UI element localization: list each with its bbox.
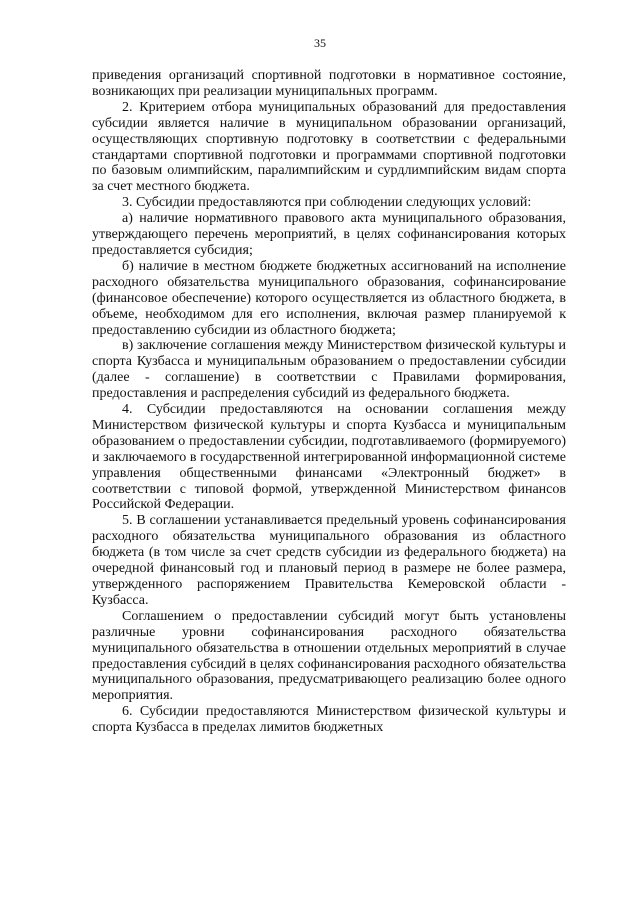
paragraph-item-3: 3. Субсидии предоставляются при соблюдении следующих условий: bbox=[122, 195, 532, 211]
paragraph-cofinancing-levels: Соглашением о предоставлении субсидий могут быть установлены различные уровни софинансирования расходного обязательства муниципального обязательства в отношении отдельных мероприятий в случае предоставления субсидий в целях софинансирования расходного обязательства муниципального образования, предусматривающего реализацию более одного мероприятия. bbox=[92, 608, 566, 704]
paragraph-continuation: приведения организаций спортивной подготовки в нормативное состояние, возникающих при реализации муниципальных программ. bbox=[92, 68, 566, 99]
paragraph-condition-b: б) наличие в местном бюджете бюджетных ассигнований на исполнение расходного обязательства муниципального образования, софинансирование (финансовое обеспечение) которого осуществляется из областного бюджета, в объеме, необходимом для его исполнения, включая размер планируемой к предоставлению субсидии из областного бюджета; bbox=[92, 258, 566, 338]
paragraph-item-4: 4. Субсидии предоставляются на основании соглашения между Министерством физической культуры и спорта Кузбасса и муниципальным образованием о предоставлении субсидии, подготавливаемого (формируемого) и заключаемого в государственной интегрированной информационной системе управления общественными финансами «Электронный бюджет» в соответствии с типовой формой, утвержденной Министерством финансов Российской Федерации. bbox=[92, 402, 566, 513]
paragraph-condition-a: а) наличие нормативного правового акта муниципального образования, утверждающего перечень мероприятий, в целях софинансирования которых предоставляется субсидия; bbox=[92, 211, 566, 258]
paragraph-item-6: 6. Субсидии предоставляются Министерством физической культуры и спорта Кузбасса в пределах лимитов бюджетных bbox=[92, 704, 566, 736]
page-number: 35 bbox=[314, 36, 326, 50]
paragraph-item-5: 5. В соглашении устанавливается предельный уровень софинансирования расходного обязательства муниципального образования из областного бюджета (в том числе за счет средств субсидии из федерального бюджета) на очередной финансовый год и плановый период в размере не более размера, утвержденного распоряжением Правительства Кемеровской области - Кузбасса. bbox=[92, 513, 566, 608]
document-body bbox=[92, 68, 566, 736]
paragraph-item-2: 2. Критерием отбора муниципальных образований для предоставления субсидии является наличие в муниципальном образовании организаций, осуществляющих спортивную подготовку в соответствии с федеральными стандартами спортивной подготовки и программами спортивной подготовки по базовым олимпийским, паралимпийским и сурдлимпийским видам спорта за счет местного бюджета. bbox=[92, 99, 566, 195]
paragraph-condition-c: в) заключение соглашения между Министерством физической культуры и спорта Кузбасса и муниципальным образованием о предоставлении субсидии (далее - соглашение) в соответствии с Правилами формирования, предоставления и распределения субсидий из федерального бюджета. bbox=[92, 338, 566, 402]
